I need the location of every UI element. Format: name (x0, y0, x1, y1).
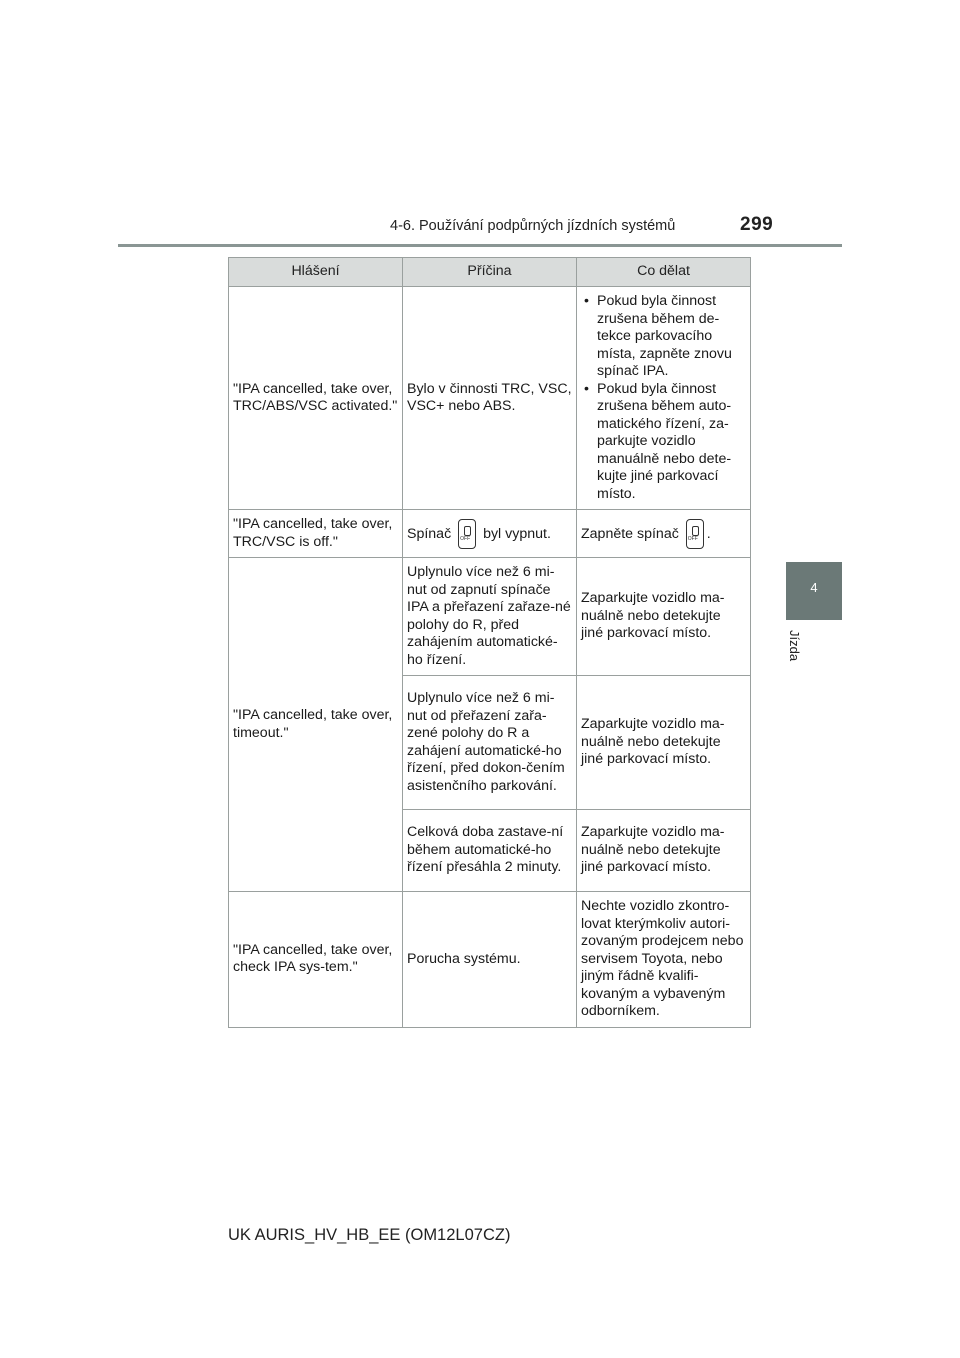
list-item: • Pokud byla činnost zrušena během de-tekce parkovacího místa, zapněte znovu spínač IPA. (581, 293, 746, 381)
chapter-label (780, 630, 804, 670)
table-row (229, 892, 751, 1028)
column-header-cause: Příčina (403, 258, 577, 287)
column-header-message: Hlášení (229, 258, 403, 287)
vsc-off-switch-icon (458, 519, 476, 549)
message-table (228, 257, 751, 1028)
page-number: 299 (740, 214, 774, 235)
list-item: • Pokud byla činnost zrušena během auto-matického řízení, za-parkujte vozidlo manuálně nebo dete-kujte jiné parkovací místo. (581, 381, 746, 504)
cause-cell: Bylo v činnosti TRC, VSC, VSC+ nebo ABS. (403, 287, 577, 510)
action-list (581, 293, 746, 503)
action-cell: Nechte vozidlo zkontro-lovat kterýmkoliv autori-zovaným prodejcem nebo servisem Toyota, nebo jiným řádně kvalifi-kovaným a vybaveným odborníkem. (577, 892, 751, 1028)
chapter-tab (786, 562, 842, 620)
column-header-action: Co dělat (577, 258, 751, 287)
chapter-label-text: Jízda (787, 630, 802, 662)
section-title: 4-6. Používání podpůrných jízdních systémů (390, 218, 676, 234)
cause-text-before: Spínač (407, 525, 452, 542)
action-cell: Zaparkujte vozidlo ma-nuálně nebo detekujte jiné parkovací místo. (577, 810, 751, 892)
table-header-row (229, 258, 751, 287)
chapter-number: 4 (810, 580, 818, 595)
action-cell: Zaparkujte vozidlo ma-nuálně nebo detekujte jiné parkovací místo. (577, 558, 751, 676)
table-row (229, 287, 751, 510)
message-cell: "IPA cancelled, take over, check IPA sys-tem." (229, 892, 403, 1028)
cause-cell (403, 510, 577, 558)
header-rule (118, 244, 842, 247)
vsc-off-switch-icon (686, 519, 704, 549)
action-cell (577, 287, 751, 510)
action-text-before: Zapněte spínač (581, 525, 679, 542)
cause-text-after: byl vypnut. (483, 525, 551, 542)
table-row (229, 558, 751, 676)
message-cell: "IPA cancelled, take over, TRC/ABS/VSC activated." (229, 287, 403, 510)
action-cell: Zaparkujte vozidlo ma-nuálně nebo detekujte jiné parkovací místo. (577, 676, 751, 810)
table-row (229, 510, 751, 558)
message-cell: "IPA cancelled, take over, timeout." (229, 558, 403, 892)
cause-cell: Uplynulo více než 6 mi-nut od přeřazení zařa-zené polohy do R a zahájení automatické-ho řízení, před dokon-čením asistenčního parkování. (403, 676, 577, 810)
cause-cell: Porucha systému. (403, 892, 577, 1028)
message-cell: "IPA cancelled, take over, TRC/VSC is off." (229, 510, 403, 558)
cause-cell: Celková doba zastave-ní během automatické-ho řízení přesáhla 2 minuty. (403, 810, 577, 892)
cause-cell: Uplynulo více než 6 mi-nut od zapnutí spínače IPA a přeřazení zařaze-né polohy do R, před zahájením automatické-ho řízení. (403, 558, 577, 676)
action-cell (577, 510, 751, 558)
action-text-after: . (706, 525, 711, 542)
document-code: UK AURIS_HV_HB_EE (OM12L07CZ) (228, 1226, 511, 1244)
